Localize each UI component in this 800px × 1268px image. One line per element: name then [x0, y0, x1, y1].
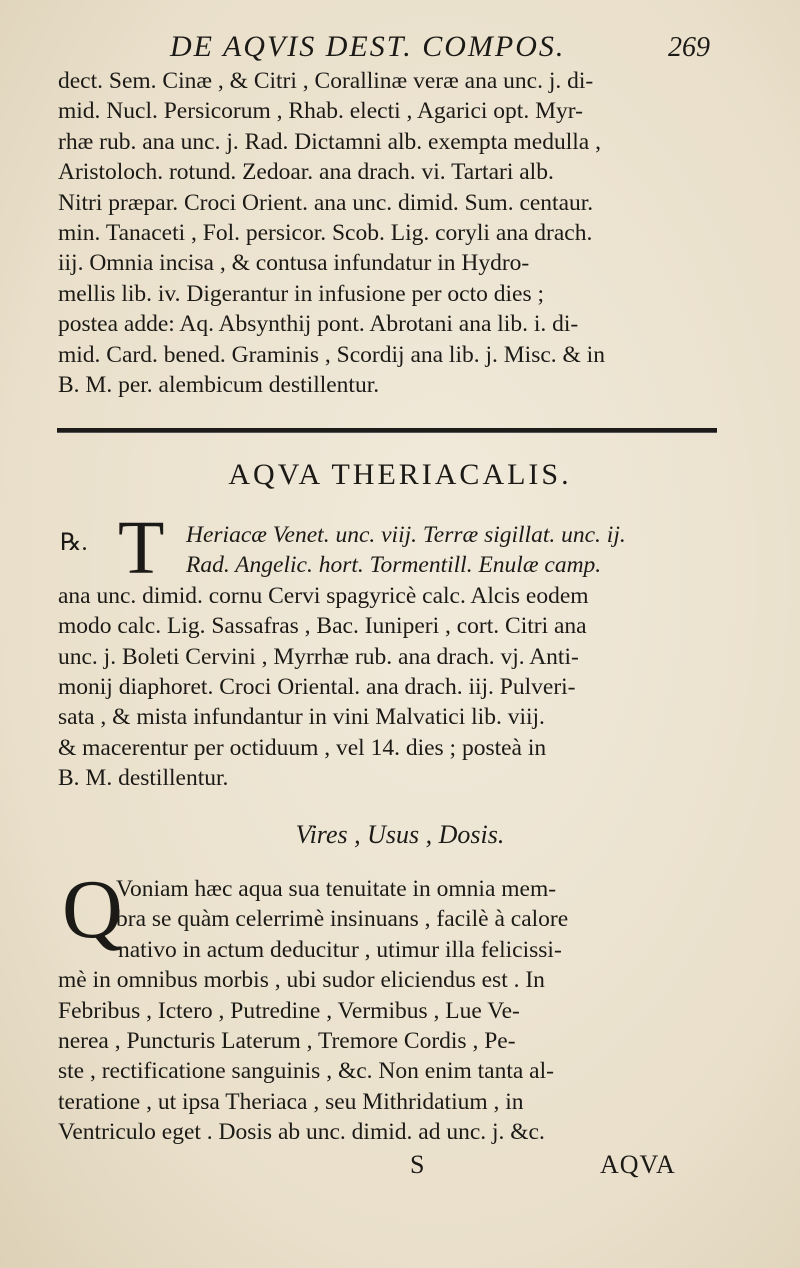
text-line: monij diaphoret. Croci Oriental. ana drach. iij. Pulveri-	[58, 674, 576, 701]
text-line: Nitri præpar. Croci Orient. ana unc. dimid. Sum. centaur.	[58, 189, 594, 216]
running-head: DE AQVIS DEST. COMPOS.	[170, 30, 566, 63]
text-line: ana unc. dimid. cornu Cervi spagyricè calc. Alcis eodem	[58, 582, 589, 609]
text-line: mellis lib. iv. Digerantur in infusione per octo dies ;	[58, 280, 545, 307]
text-line: mè in omnibus morbis , ubi sudor eliciendus est . In	[58, 967, 545, 994]
text-line: nativo in actum deducitur , utimur illa felicissi-	[118, 936, 562, 963]
page-header	[170, 30, 730, 70]
text-line: ste , rectificatione sanguinis , &c. Non enim tanta al-	[58, 1058, 554, 1085]
signature-mark: S	[410, 1150, 425, 1179]
text-line: min. Tanaceti , Fol. persicor. Scob. Lig. coryli ana drach.	[58, 220, 593, 247]
text-line: nerea , Puncturis Laterum , Tremore Cordis , Pe-	[58, 1028, 516, 1055]
text-line: rhæ rub. ana unc. j. Rad. Dictamni alb. exempta medulla ,	[58, 128, 601, 155]
page-number: 269	[668, 32, 710, 63]
text-line: Rad. Angelic. hort. Tormentill. Enulæ camp.	[186, 552, 602, 579]
text-line: Ventriculo eget . Dosis ab unc. dimid. ad unc. j. &c.	[58, 1119, 545, 1146]
text-line: mid. Card. bened. Graminis , Scordij ana lib. j. Misc. & in	[58, 341, 605, 368]
text-line: unc. j. Boleti Cervini , Myrrhæ rub. ana drach. vj. Anti-	[58, 643, 579, 670]
section-title: AQVA THERIACALIS.	[228, 458, 572, 491]
text-line: sata , & mista infundantur in vini Malvatici lib. viij.	[58, 704, 545, 731]
text-line: B. M. destillentur.	[58, 765, 229, 792]
drop-cap-letter: Q	[62, 863, 123, 956]
text-line: bra se quàm celerrimè insinuans , facilè à calore	[116, 906, 569, 933]
text-line: modo calc. Lig. Sassafras , Bac. Iuniperi , cort. Citri ana	[58, 613, 587, 640]
text-line: teratione , ut ipsa Theriaca , seu Mithridatium , in	[58, 1088, 524, 1115]
catchword: AQVA	[600, 1150, 676, 1179]
drop-cap-letter: T	[118, 506, 165, 590]
text-line: Heriacæ Venet. unc. viij. Terræ sigillat. unc. ij.	[186, 522, 626, 548]
text-line: & macerentur per octiduum , vel 14. dies ; posteà in	[58, 734, 547, 761]
text-line: iij. Omnia incisa , & contusa infundatur in Hydro-	[58, 250, 530, 277]
top-paragraph	[58, 66, 728, 400]
recipe-symbol: ℞.	[60, 530, 88, 556]
uses-paragraph	[58, 874, 728, 1148]
text-line: dect. Sem. Cinæ , & Citri , Corallinæ veræ ana unc. j. di-	[58, 68, 594, 94]
text-line: B. M. per. alembicum destillentur.	[58, 372, 380, 399]
text-line: mid. Nucl. Persicorum , Rhab. electi , Agarici opt. Myr-	[58, 98, 583, 125]
text-line: Aristoloch. rotund. Zedoar. ana drach. vi. Tartari alb.	[58, 159, 554, 186]
section-divider-rule	[57, 428, 717, 433]
text-line: postea adde: Aq. Absynthij pont. Abrotani ana lib. i. di-	[58, 311, 579, 338]
subsection-heading: Vires , Usus , Dosis.	[295, 820, 505, 849]
recipe-paragraph	[58, 520, 728, 794]
text-line: Voniam hæc aqua sua tenuitate in omnia mem-	[116, 876, 557, 902]
text-line: Febribus , Ictero , Putredine , Vermibus , Lue Ve-	[58, 997, 520, 1024]
